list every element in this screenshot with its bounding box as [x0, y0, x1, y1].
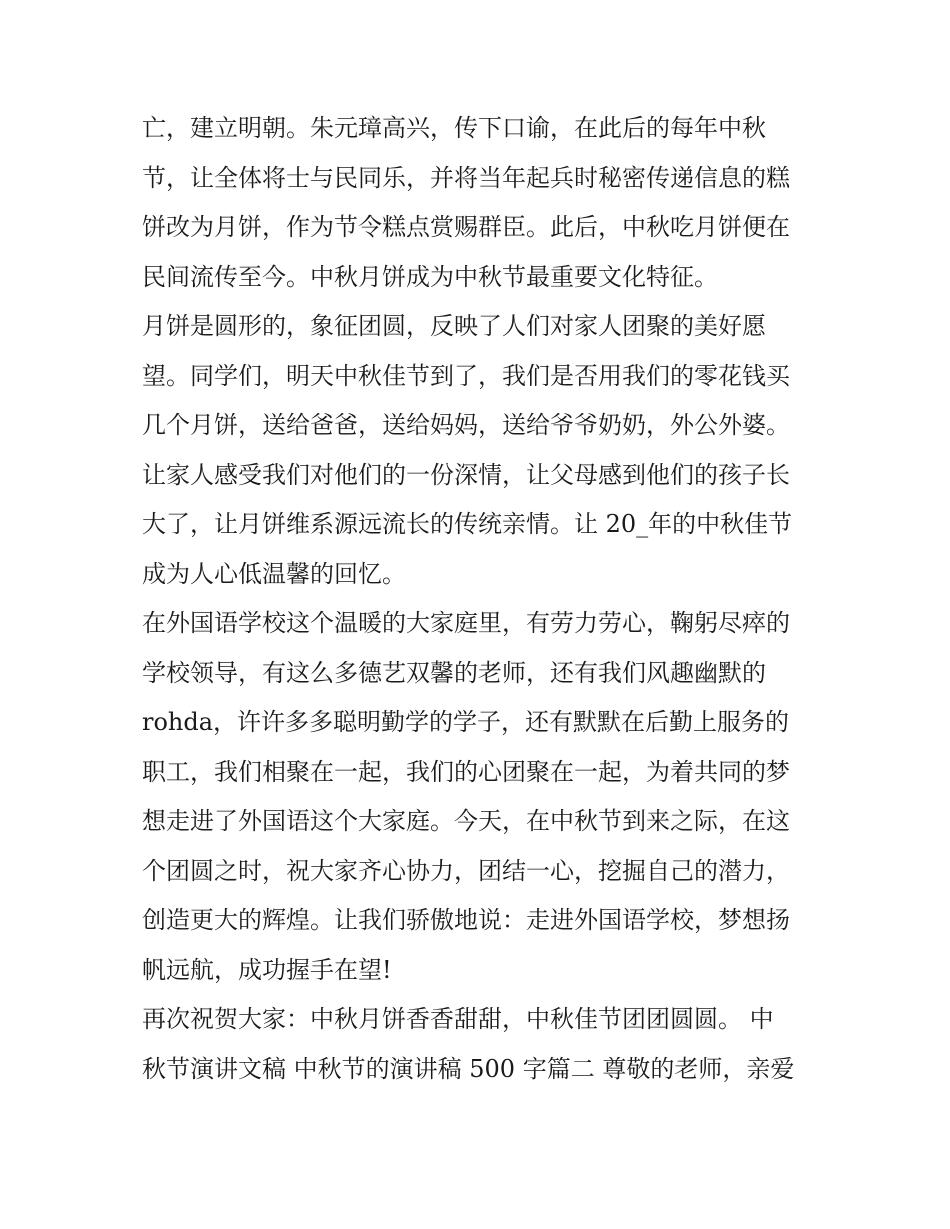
text-line: 在外国语学校这个温暖的大家庭里，有劳力劳心，鞠躬尽瘁的 [142, 609, 790, 637]
text-line: rohda，许许多多聪明勤学的学子，还有默默在后勤上服务的 [142, 708, 790, 736]
text-line: 大了，让月饼维系源远流长的传统亲情。让 20_年的中秋佳节 [142, 510, 793, 538]
text-line: 成为人心低温馨的回忆。 [142, 559, 406, 588]
document-body [142, 104, 814, 1094]
text-line: 帆远航，成功握手在望! [142, 955, 392, 984]
text-line: 月饼是圆形的，象征团圆，反映了人们对家人团聚的美好愿 [142, 312, 766, 340]
text-line: 饼改为月饼，作为节令糕点赏赐群臣。此后，中秋吃月饼便在 [142, 213, 790, 241]
text-line: 望。同学们，明天中秋佳节到了，我们是否用我们的零花钱买 [142, 361, 790, 390]
text-line: 节，让全体将士与民同乐，并将当年起兵时秘密传递信息的糕 [142, 163, 790, 192]
text-line: 秋节演讲文稿 中秋节的演讲稿 500 字篇二 尊敬的老师，亲爱 [142, 1054, 795, 1083]
text-line: 让家人感受我们对他们的一份深情，让父母感到他们的孩子长 [142, 460, 790, 489]
text-line: 个团圆之时，祝大家齐心协力，团结一心，挖掘自己的潜力， [142, 856, 790, 885]
text-line: 民间流传至今。中秋月饼成为中秋节最重要文化特征。 [142, 262, 718, 291]
text-line: 想走进了外国语这个大家庭。今天，在中秋节到来之际，在这 [142, 807, 790, 835]
text-line: 学校领导，有这么多德艺双馨的老师，还有我们风趣幽默的 [142, 658, 766, 687]
text-line: 创造更大的辉煌。让我们骄傲地说：走进外国语学校，梦想扬 [142, 906, 790, 934]
text-line: 亡，建立明朝。朱元璋高兴，传下口谕，在此后的每年中秋 [142, 114, 766, 142]
text-line: 几个月饼，送给爸爸，送给妈妈，送给爷爷奶奶，外公外婆。 [142, 411, 790, 439]
text-line: 职工，我们相聚在一起，我们的心团聚在一起，为着共同的梦 [142, 757, 790, 786]
text-line: 再次祝贺大家：中秋月饼香香甜甜，中秋佳节团团圆圆。 中 [142, 1005, 774, 1033]
